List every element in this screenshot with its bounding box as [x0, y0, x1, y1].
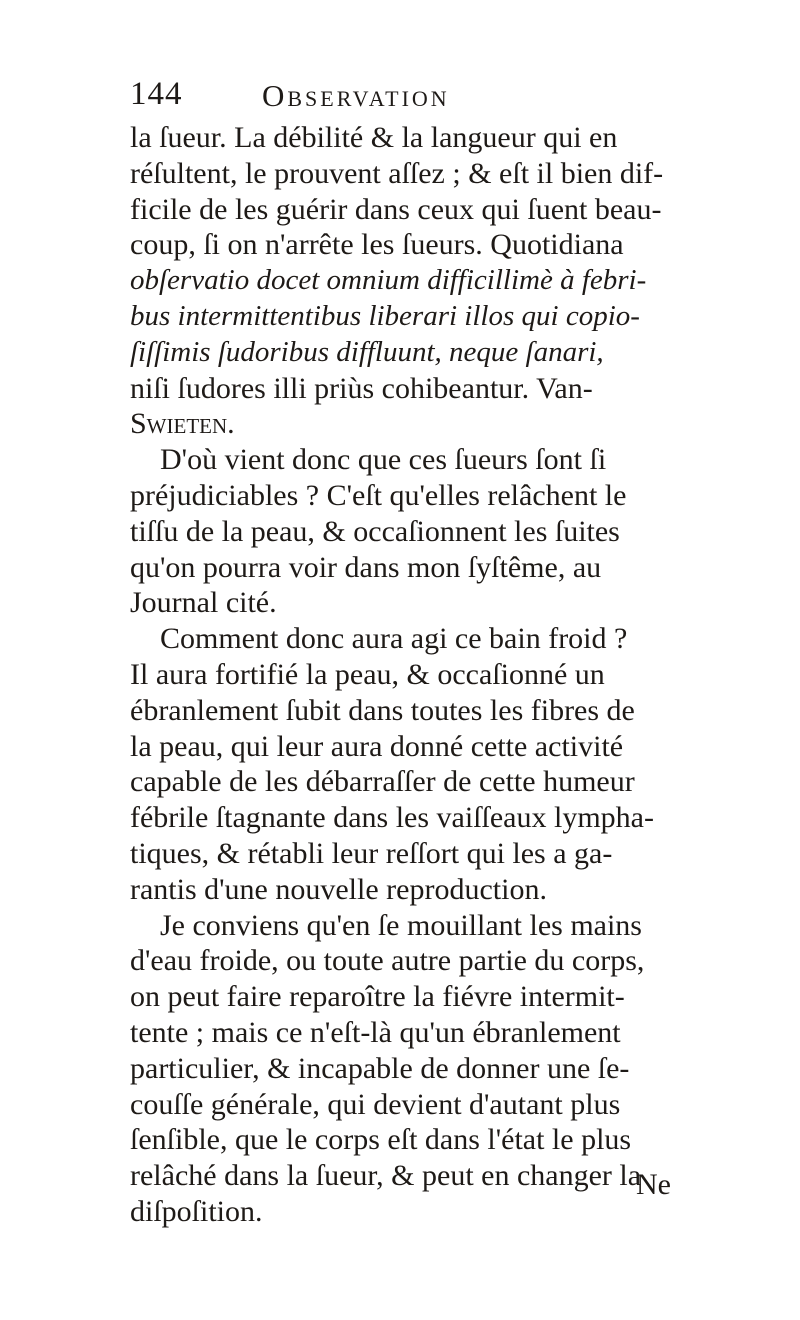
- text-line: réſultent, le prouvent aſſez ; & eſt il bien dif-: [130, 156, 664, 190]
- text-line: capable de les débarraſſer de cette humeur: [130, 765, 635, 799]
- catchword: Ne: [636, 1168, 671, 1201]
- latin-quote-line: niſi ſudores illi priùs cohibeantur. Van-: [130, 371, 593, 405]
- text-line: on peut faire reparoître la fiévre intermit-: [130, 980, 625, 1014]
- page-number: 144: [130, 76, 183, 112]
- text-line: tiques, & rétabli leur reſſort qui les a ga-: [130, 836, 613, 870]
- text-line: relâché dans la ſueur, & peut en changer la: [130, 1159, 642, 1193]
- text-line: qu'on pourra voir dans mon ſyſtême, au: [130, 550, 602, 584]
- text-line: couſſe générale, qui devient d'autant plus: [130, 1087, 621, 1121]
- text-line: rantis d'une nouvelle reproduction.: [130, 872, 547, 906]
- text-line: ébranlement ſubit dans toutes les fibres de: [130, 693, 635, 727]
- running-head: Observation: [262, 78, 450, 113]
- text-line: diſpoſition.: [130, 1194, 263, 1228]
- body-text: [130, 120, 675, 1230]
- text-line: fébrile ſtagnante dans les vaiſſeaux lympha-: [130, 801, 654, 835]
- text-line: tiſſu de la peau, & occaſionnent les ſuites: [130, 514, 620, 548]
- latin-quote-line: bus intermittentibus liberari illos qui copio-: [130, 299, 640, 332]
- latin-quote-line: obſervatio docet omnium difficillimè à febri-: [130, 264, 647, 297]
- text-line: particulier, & incapable de donner une ſe-: [130, 1051, 630, 1085]
- text-line: la ſueur. La débilité & la langueur qui en: [130, 121, 618, 154]
- text-line: la peau, qui leur aura donné cette activité: [130, 729, 624, 763]
- paragraph-start: Je conviens qu'en ſe mouillant les mains: [160, 908, 642, 942]
- paragraph-start: D'où vient donc que ces ſueurs ſont ſi: [160, 443, 607, 477]
- text-line: Il aura fortifié la peau, & occaſionné un: [130, 657, 605, 691]
- latin-quote-line: ſiſſimis ſudoribus diffluunt, neque ſanari,: [130, 335, 604, 368]
- author-attribution: Swieten.: [130, 407, 235, 441]
- text-line: ficile de les guérir dans ceux qui ſuent beau-: [130, 192, 662, 226]
- text-line: ſenſible, que le corps eſt dans l'état le plus: [130, 1123, 632, 1157]
- text-line: coup, ſi on n'arrête les ſueurs. Quotidiana: [130, 228, 624, 262]
- paragraph-start: Comment donc aura agi ce bain froid ?: [160, 622, 628, 656]
- text-line: préjudiciables ? C'eſt qu'elles relâchent le: [130, 478, 627, 512]
- text-line: Journal cité.: [130, 586, 277, 620]
- text-line: tente ; mais ce n'eſt-là qu'un ébranlement: [130, 1015, 621, 1049]
- page-header: [130, 76, 680, 116]
- text-line: d'eau froide, ou toute autre partie du corps,: [130, 944, 645, 978]
